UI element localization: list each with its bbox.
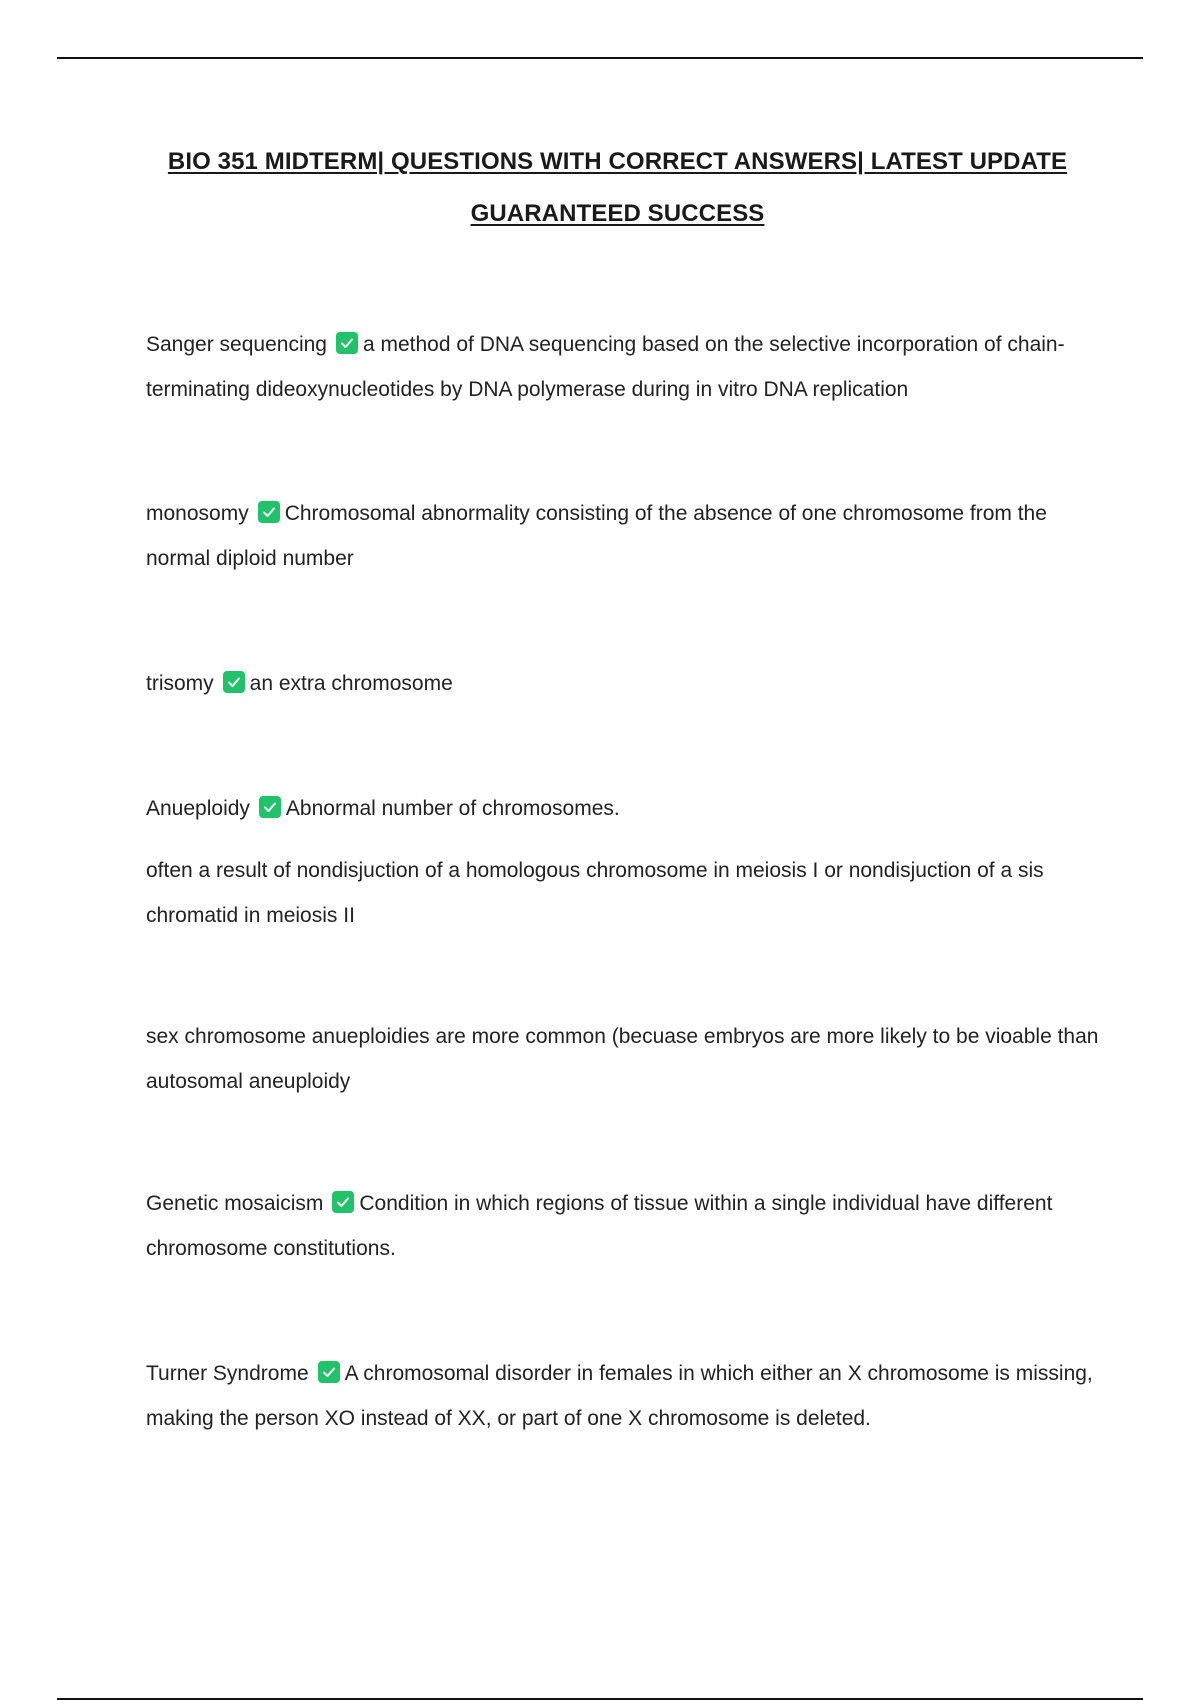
term: Sanger sequencing (146, 333, 327, 356)
checkmark-icon (223, 671, 245, 693)
checkmark-icon (259, 796, 281, 818)
definition: A chromosomal disorder in females in which either an X chromosome is missing, making the person XO instead of XX, or part of one X chromosome is deleted. (146, 1362, 1093, 1430)
checkmark-icon (336, 332, 358, 354)
note-sex-chromosome: sex chromosome anueploidies are more common (becuase embryos are more likely to be vioable than autosomal aneuploidy (146, 1025, 1099, 1093)
definition: Abnormal number of chromosomes. (285, 797, 620, 820)
checkmark-icon (332, 1191, 354, 1213)
top-divider (57, 57, 1143, 59)
entry-sanger-sequencing (146, 322, 1106, 412)
entry-genetic-mosaicism (146, 1181, 1106, 1271)
term: Anueploidy (146, 797, 250, 820)
term: Genetic mosaicism (146, 1192, 324, 1215)
definition: an extra chromosome (249, 672, 453, 695)
definition: Condition in which regions of tissue within a single individual have different chromosome constitutions. (146, 1192, 1053, 1260)
definition: Chromosomal abnormality consisting of the absence of one chromosome from the normal diploid number (146, 502, 1047, 570)
entry-turner-syndrome (146, 1351, 1106, 1441)
term: monosomy (146, 502, 249, 525)
entry-monosomy (146, 491, 1106, 581)
checkmark-icon (258, 501, 280, 523)
term: trisomy (146, 672, 214, 695)
checkmark-icon (318, 1361, 340, 1383)
document-title-line-2: GUARANTEED SUCCESS (470, 200, 765, 227)
entry-trisomy (146, 661, 1106, 706)
entry-anueploidy-extra: often a result of nondisjuction of a homologous chromosome in meiosis I or nondisjuction of a sis chromatid in meiosis II (146, 859, 1044, 927)
document-title-line-1: BIO 351 MIDTERM| QUESTIONS WITH CORRECT ANSWERS| LATEST UPDATE (167, 148, 1068, 175)
entry-anueploidy (146, 786, 1106, 831)
definition: a method of DNA sequencing based on the selective incorporation of chain-terminating dideoxynucleotides by DNA polymerase during in vitro DNA replication (146, 333, 1065, 401)
term: Turner Syndrome (146, 1362, 309, 1385)
